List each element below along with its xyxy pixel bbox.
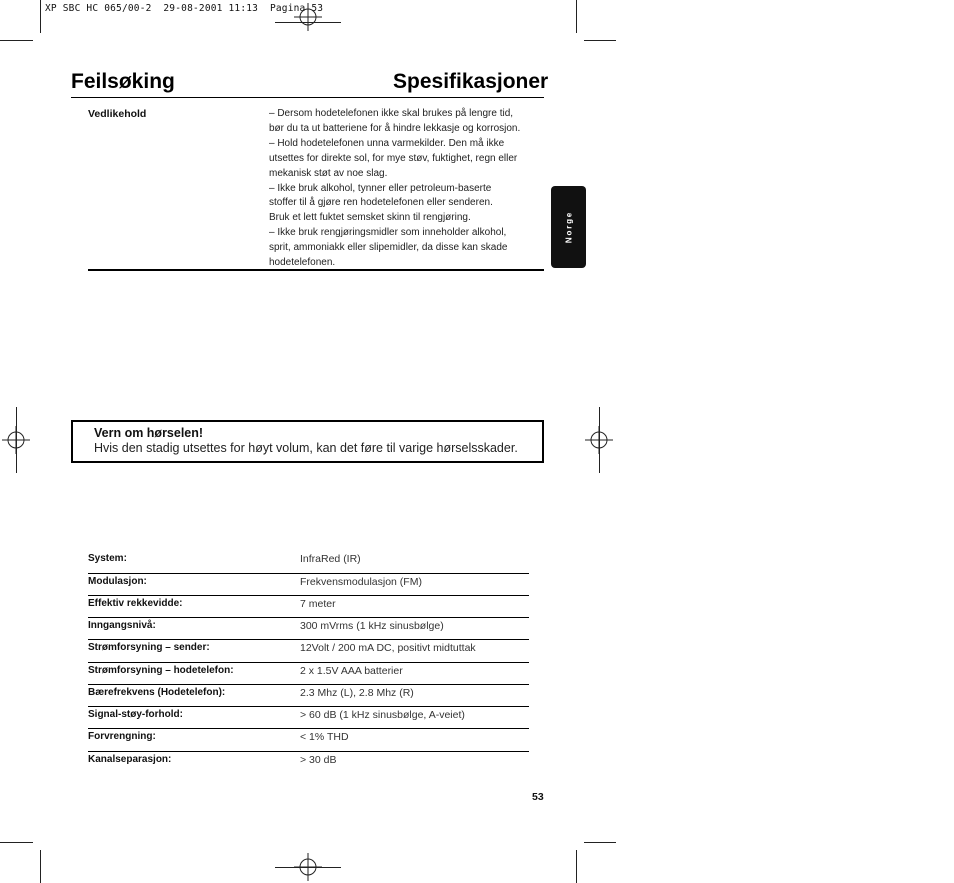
- page-number: 53: [532, 791, 544, 803]
- spec-label: Signal-støy-forhold:: [88, 709, 183, 720]
- spec-row: [88, 731, 529, 753]
- maintenance-line: – Dersom hodetelefonen ikke skal brukes på lengre tid,: [269, 108, 514, 119]
- crop-mark: [40, 850, 41, 883]
- warning-text: Hvis den stadig utsettes for høyt volum, kan det føre til varige hørselsskader.: [94, 441, 518, 455]
- spec-value: > 30 dB: [300, 754, 337, 766]
- spec-label: Modulasjon:: [88, 576, 147, 587]
- hearing-warning-box: [71, 420, 544, 463]
- spec-value: 2 x 1.5V AAA batterier: [300, 665, 403, 677]
- spec-value: 12Volt / 200 mA DC, positivt midtuttak: [300, 642, 476, 654]
- spec-row: [88, 553, 529, 575]
- spec-value: < 1% THD: [300, 731, 349, 743]
- crop-mark: [576, 850, 577, 883]
- maintenance-line: hodetelefonen.: [269, 257, 336, 269]
- spec-divider: [88, 662, 529, 663]
- language-tab: [551, 186, 586, 268]
- maintenance-text: [269, 107, 554, 271]
- crop-mark: [584, 842, 616, 843]
- maintenance-line: – Ikke bruk rengjøringsmidler som inneholder alkohol,: [269, 227, 507, 239]
- spec-label: Bærefrekvens (Hodetelefon):: [88, 687, 226, 698]
- maintenance-line: mekanisk støt av noe slag.: [269, 167, 388, 179]
- spec-label: Strømforsyning – sender:: [88, 642, 210, 653]
- spec-divider: [88, 751, 529, 752]
- heading-rule: [71, 97, 544, 98]
- spec-label: Effektiv rekkevidde:: [88, 598, 183, 609]
- maintenance-line: – Ikke bruk alkohol, tynner eller petroleum-baserte: [269, 182, 492, 194]
- crop-mark: [40, 0, 41, 33]
- spec-divider: [88, 684, 529, 685]
- spec-label: Forvrengning:: [88, 731, 156, 742]
- spec-divider: [88, 706, 529, 707]
- crop-mark: [0, 842, 33, 843]
- spec-value: 300 mVrms (1 kHz sinusbølge): [300, 620, 444, 632]
- spec-row: [88, 642, 529, 664]
- crop-mark: [0, 40, 33, 41]
- maintenance-line: stoffer til å gjøre ren hodetelefonen eller senderen.: [269, 197, 493, 209]
- spec-value: Frekvensmodulasjon (FM): [300, 576, 422, 588]
- print-header: XP SBC HC 065/00-2 29-08-2001 11:13 Pagina 53: [45, 3, 324, 14]
- crop-mark: [584, 40, 616, 41]
- spec-divider: [88, 639, 529, 640]
- spec-row: [88, 754, 529, 776]
- spec-value: 2.3 Mhz (L), 2.8 Mhz (R): [300, 687, 414, 699]
- spec-divider: [88, 595, 529, 596]
- heading-specifications: Spesifikasjoner: [393, 70, 549, 93]
- crop-mark: [16, 407, 17, 473]
- maintenance-rule: [88, 269, 544, 271]
- maintenance-line: utsettes for direkte sol, for mye støv, fuktighet, regn eller: [269, 152, 518, 164]
- crop-mark: [599, 407, 600, 473]
- registration-mark-icon: [294, 853, 322, 881]
- spec-value: InfraRed (IR): [300, 553, 361, 565]
- maintenance-line: Bruk et lett fuktet semsket skinn til rengjøring.: [269, 212, 471, 224]
- maintenance-line: – Hold hodetelefonen unna varmekilder. Den må ikke: [269, 137, 505, 149]
- spec-label: Strømforsyning – hodetelefon:: [88, 665, 234, 676]
- spec-value: > 60 dB (1 kHz sinusbølge, A-veiet): [300, 709, 465, 721]
- spec-label: Kanalseparasjon:: [88, 754, 172, 765]
- spec-divider: [88, 728, 529, 729]
- spec-label: System:: [88, 553, 127, 564]
- spec-label: Inngangsnivå:: [88, 620, 156, 631]
- spec-divider: [88, 617, 529, 618]
- language-tab-label: Norge: [564, 210, 573, 244]
- registration-mark-icon: [294, 3, 322, 31]
- warning-title: Vern om hørselen!: [94, 426, 204, 440]
- maintenance-label: Vedlikehold: [88, 108, 147, 120]
- spec-value: 7 meter: [300, 598, 336, 610]
- maintenance-line: sprit, ammoniakk eller slipemidler, da disse kan skade: [269, 242, 508, 254]
- heading-troubleshooting: Feilsøking: [71, 70, 175, 93]
- spec-divider: [88, 573, 529, 574]
- crop-mark: [576, 0, 577, 33]
- maintenance-line: bør du ta ut batteriene for å hindre lekkasje og korrosjon.: [269, 122, 521, 134]
